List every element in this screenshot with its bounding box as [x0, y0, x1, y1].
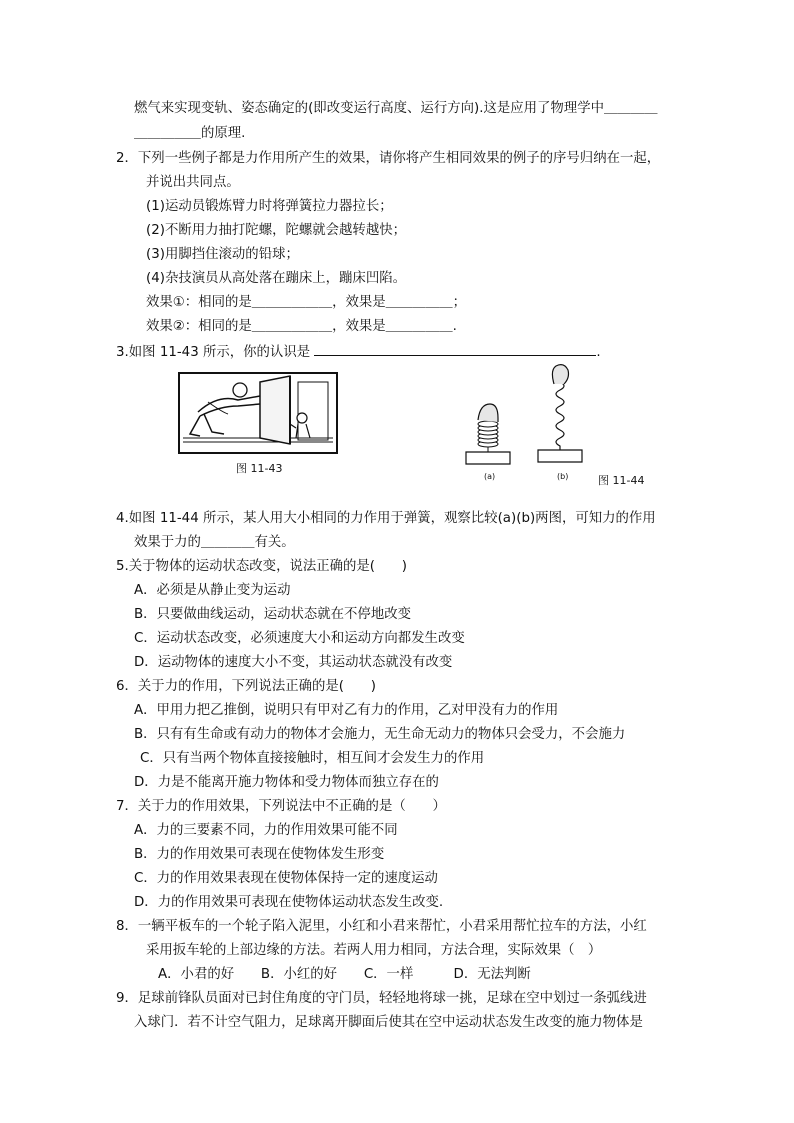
- q5-option-a: A．必须是从静止变为运动: [134, 583, 291, 598]
- q1-line-2: ＿＿＿＿＿的原理.: [134, 126, 246, 141]
- q2-stem-line-1: 2．下列一些例子都是力作用所产生的效果，请你将产生相同效果的例子的序号归纳在一起，: [116, 151, 661, 166]
- q6-option-b: B．只有有生命或有动力的物体才会施力，无生命无动力的物体只会受力，不会施力: [134, 727, 626, 742]
- q2-effect-2: 效果②：相同的是＿＿＿＿＿＿，效果是＿＿＿＿＿.: [146, 319, 457, 334]
- q6-option-c: C．只有当两个物体直接接触时，相互间才会发生力的作用: [140, 751, 485, 766]
- figure-11-43-caption: 图 11-43: [236, 462, 283, 475]
- q8-line-1: 8．一辆平板车的一个轮子陷入泥里，小红和小君来帮忙，小君采用帮忙拉车的方法，小红: [116, 919, 647, 934]
- q7-stem: 7．关于力的作用效果，下列说法中不正确的是（ ）: [116, 799, 446, 814]
- q9-line-1: 9．足球前锋队员面对已封住角度的守门员，轻轻地将球一挑，足球在空中划过一条弧线进: [116, 991, 647, 1006]
- figure-11-44a-label: (a): [484, 472, 496, 481]
- figure-11-44b-image: [532, 362, 588, 468]
- q5-option-c: C．运动状态改变，必须速度大小和运动方向都发生改变: [134, 631, 465, 646]
- q3-text: 3.如图 11-43 所示，你的认识是: [116, 345, 315, 360]
- q5-stem: 5.关于物体的运动状态改变，说法正确的是( ): [116, 559, 408, 574]
- q3-answer-blank: [314, 342, 596, 356]
- q6-option-d: D．力是不能离开施力物体和受力物体而独立存在的: [134, 775, 439, 790]
- q2-item-1: (1)运动员锻炼臂力时将弹簧拉力器拉长；: [146, 199, 393, 214]
- q4-line-2: 效果于力的＿＿＿＿有关。: [134, 535, 295, 550]
- q5-option-b: B．只要做曲线运动，运动状态就在不停地改变: [134, 607, 411, 622]
- q6-option-a: A．甲用力把乙推倒，说明只有甲对乙有力的作用，乙对甲没有力的作用: [134, 703, 559, 718]
- figure-11-44a-image: [462, 398, 514, 468]
- q2-item-4: (4)杂技演员从高处落在蹦床上，蹦床凹陷。: [146, 271, 406, 286]
- q9-line-2: 入球门．若不计空气阻力，足球离开脚面后使其在空中运动状态发生改变的施力物体是: [134, 1015, 643, 1030]
- q7-option-b: B．力的作用效果可表现在使物体发生形变: [134, 847, 385, 862]
- q8-options: A．小君的好 B．小红的好 C．一样 D．无法判断: [158, 967, 531, 982]
- figure-11-44-caption: 图 11-44: [598, 474, 645, 487]
- q2-stem-line-2: 并说出共同点。: [146, 175, 240, 190]
- q2-effect-1: 效果①：相同的是＿＿＿＿＿＿，效果是＿＿＿＿＿；: [146, 295, 466, 310]
- q5-option-d: D．运动物体的速度大小不变，其运动状态就没有改变: [134, 655, 453, 670]
- q1-line-1: 燃气来实现变轨、姿态确定的(即改变运行高度、运行方向).这是应用了物理学中＿＿＿＿: [134, 101, 658, 116]
- q8-line-2: 采用扳车轮的上部边缘的方法。若两人用力相同，方法合理，实际效果（ ）: [146, 943, 602, 958]
- q7-option-a: A．力的三要素不同，力的作用效果可能不同: [134, 823, 398, 838]
- figure-11-43-image: [178, 372, 338, 454]
- q7-option-d: D．力的作用效果可表现在使物体运动状态发生改变.: [134, 895, 444, 910]
- q2-item-3: (3)用脚挡住滚动的铅球；: [146, 247, 299, 262]
- q6-stem: 6．关于力的作用，下列说法正确的是( ): [116, 679, 376, 694]
- q7-option-c: C．力的作用效果表现在使物体保持一定的速度运动: [134, 871, 438, 886]
- q3-stem: [116, 342, 601, 362]
- q2-item-2: (2)不断用力抽打陀螺，陀螺就会越转越快；: [146, 223, 406, 238]
- q3-period: .: [596, 345, 601, 360]
- q4-line-1: 4.如图 11-44 所示，某人用大小相同的力作用于弹簧，观察比较(a)(b)两图，可知力的作用: [116, 511, 656, 526]
- figure-11-44b-label: (b): [557, 472, 569, 481]
